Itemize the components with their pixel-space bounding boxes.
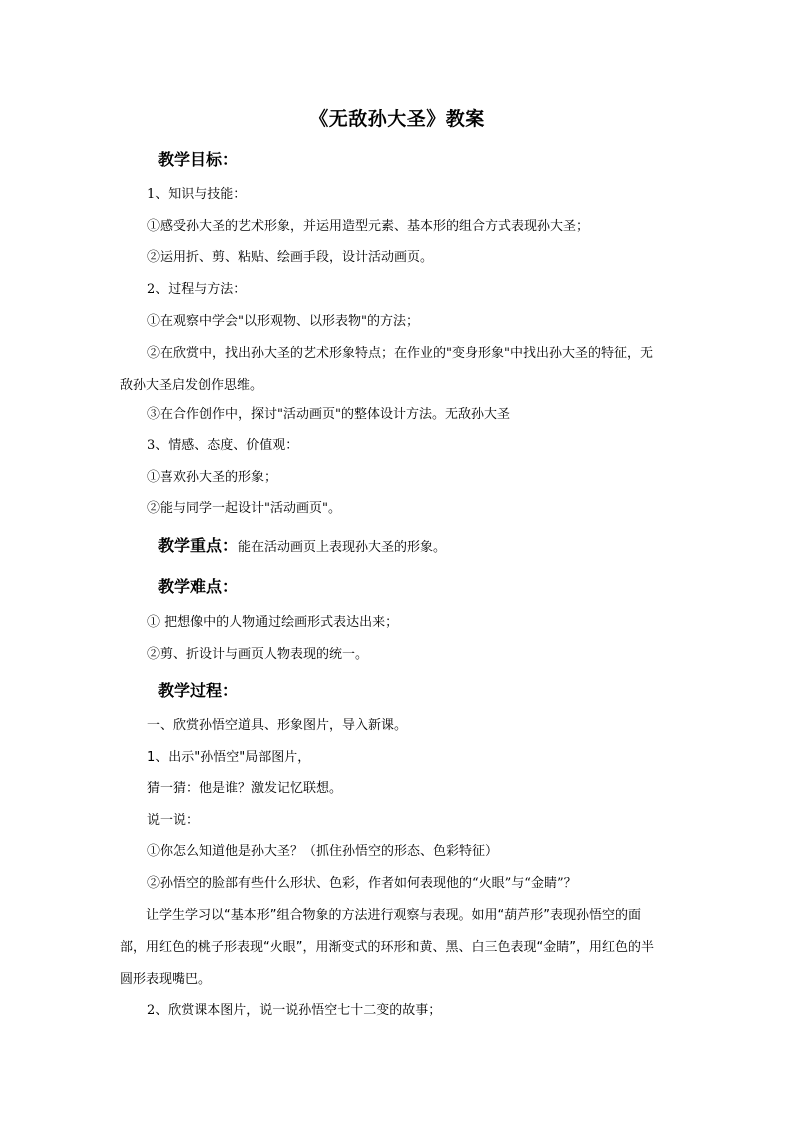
key-point-row xyxy=(158,536,446,558)
process-question-1: ①你怎么知道他是孙大圣？（抓住孙悟空的形态、色彩特征） xyxy=(147,844,499,859)
emotion-values-label: 3、情感、态度、价值观： xyxy=(147,438,299,453)
process-method-item-3: ③在合作创作中，探讨"活动画页"的整体设计方法。无敌孙大圣 xyxy=(147,407,510,422)
process-method-label: 2、过程与方法： xyxy=(147,282,247,297)
emotion-values-item-1: ①喜欢孙大圣的形象； xyxy=(147,470,278,485)
process-say-label: 说一说： xyxy=(147,813,200,828)
process-method-item-1: ①在观察中学会"以形观物、以形表物"的方法； xyxy=(147,314,419,329)
key-point-heading: 教学重点： xyxy=(158,536,239,555)
process-explanation: 让学生学习以“基本形”组合物象的方法进行观察与表现。如用“葫芦形”表现孙悟空的面部，用红色的桃子形表现“火眼”，用渐变式的环形和黄、黑、白三色表现“金睛”，用红色的半圆形表现嘴巴。 xyxy=(120,908,654,987)
difficulty-heading: 教学难点： xyxy=(158,577,239,596)
process-step-1-1: 1、出示"孙悟空"局部图片， xyxy=(147,750,311,765)
process-step-1: 一、欣赏孙悟空道具、形象图片，导入新课。 xyxy=(147,718,408,733)
knowledge-skills-label: 1、知识与技能： xyxy=(147,187,247,202)
knowledge-skills-item-1: ①感受孙大圣的艺术形象，并运用造型元素、基本形的组合方式表现孙大圣； xyxy=(147,219,590,234)
process-heading: 教学过程： xyxy=(158,681,239,700)
document-title: 《无敌孙大圣》教案 xyxy=(309,108,485,130)
knowledge-skills-item-2: ②运用折、剪、粘贴、绘画手段，设计活动画页。 xyxy=(147,250,434,265)
key-point-text: 能在活动画页上表现孙大圣的形象。 xyxy=(238,540,447,555)
process-method-item-2: ②在欣赏中，找出孙大圣的艺术形象特点；在作业的"变身形象"中找出孙大圣的特征，无敌孙大圣启发创作思维。 xyxy=(120,346,653,393)
objectives-heading: 教学目标： xyxy=(158,150,239,169)
process-step-2: 2、欣赏课本图片，说一说孙悟空七十二变的故事； xyxy=(147,1003,442,1018)
emotion-values-item-2: ②能与同学一起设计"活动画页"。 xyxy=(147,501,341,516)
difficulty-item-1: ① 把想像中的人物通过绘画形式表达出来； xyxy=(147,615,399,630)
process-question-2: ②孙悟空的脸部有些什么形状、色彩，作者如何表现他的“火眼”与“金睛”？ xyxy=(147,876,577,891)
difficulty-item-2: ②剪、折设计与画页人物表现的统一。 xyxy=(147,647,369,662)
process-guess: 猜一猜：他是谁？激发记忆联想。 xyxy=(147,781,343,796)
